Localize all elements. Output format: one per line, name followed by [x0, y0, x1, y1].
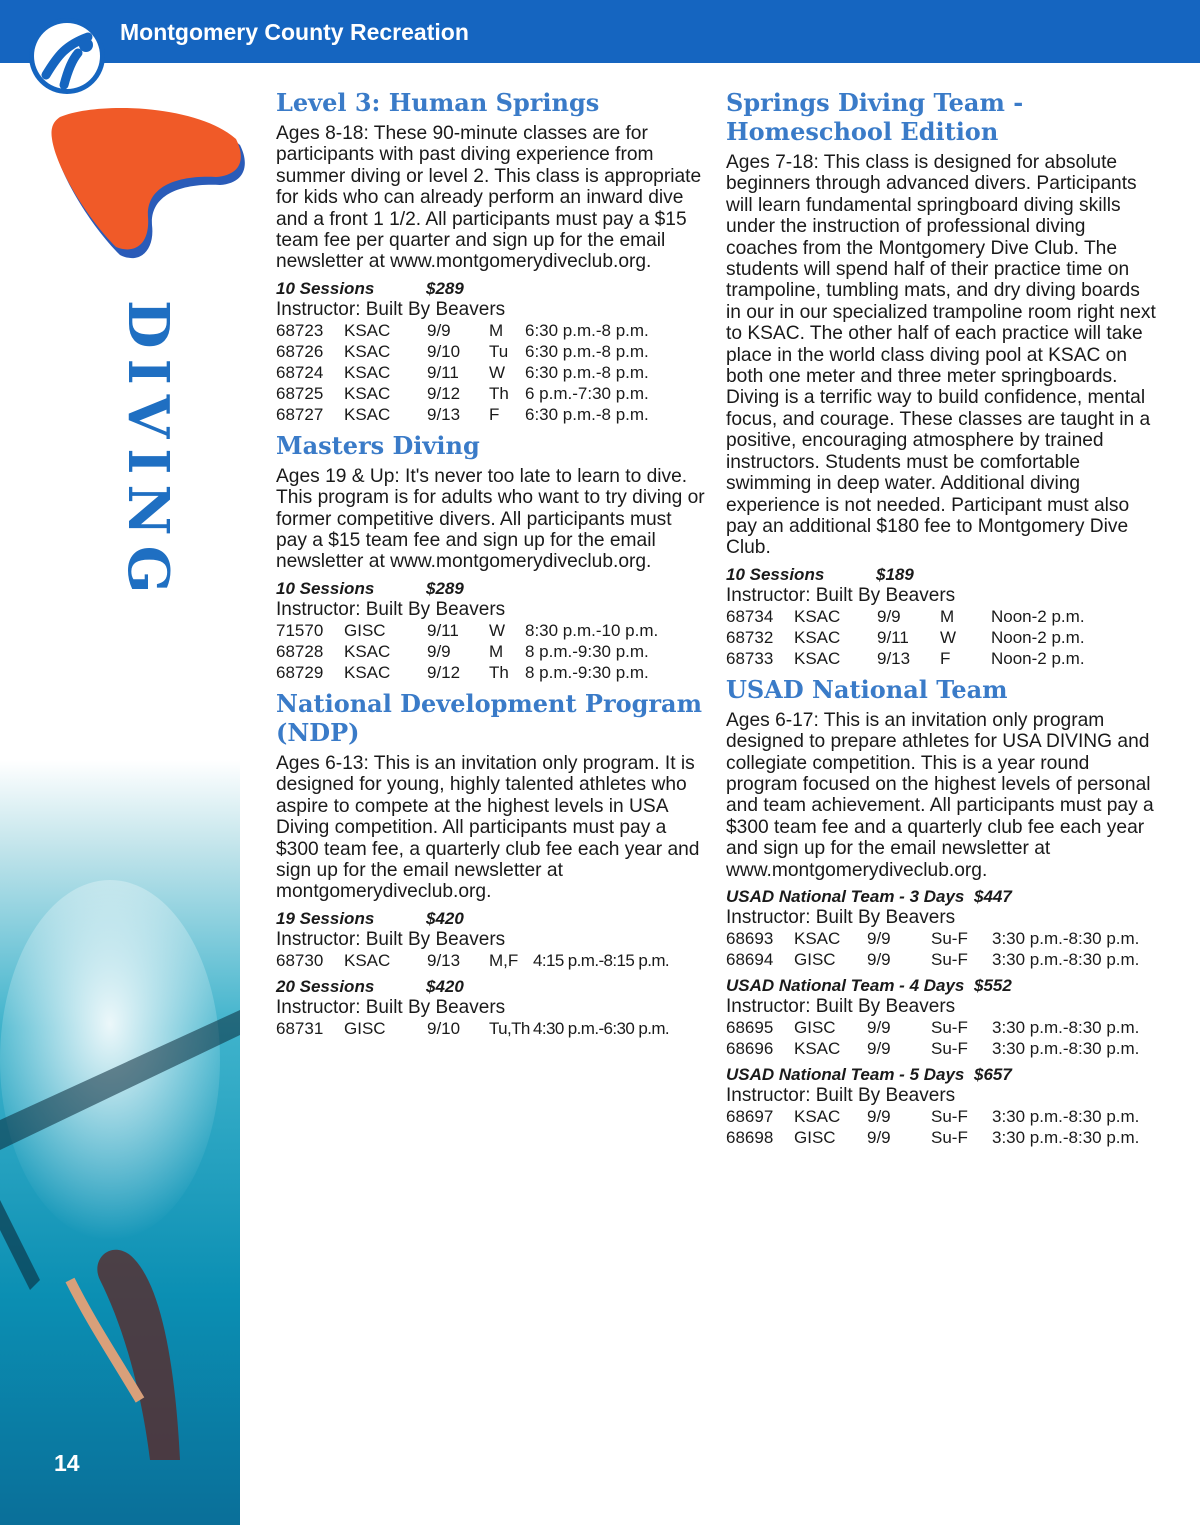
section-heading: Masters Diving [276, 430, 480, 460]
table-cell: 4:30 p.m.-6:30 p.m. [533, 1018, 670, 1038]
sessions-line [726, 564, 1156, 585]
table-cell: KSAC [344, 641, 391, 661]
brand-title: Montgomery County Recreation [120, 19, 469, 45]
table-cell: 68730 [276, 950, 324, 970]
table-cell: GISC [794, 1017, 836, 1037]
table-row [726, 1127, 1156, 1148]
instructor-line: Instructor: Built By Beavers [276, 928, 506, 950]
table-cell: 3:30 p.m.-8:30 p.m. [992, 1127, 1140, 1147]
schedule-table [276, 320, 706, 425]
table-cell: 9/11 [427, 620, 459, 640]
table-cell: Th [489, 662, 509, 682]
section-heading: USAD National Team [726, 674, 1008, 704]
table-cell: 68696 [726, 1038, 774, 1058]
table-row [276, 950, 706, 971]
table-cell: GISC [344, 1018, 386, 1038]
sessions-count: 10 Sessions [276, 578, 375, 598]
sessions-line [276, 908, 706, 929]
table-row [276, 620, 706, 641]
sessions-line [726, 1064, 1156, 1085]
table-cell: Noon-2 p.m. [991, 648, 1085, 668]
table-cell: 68733 [726, 648, 774, 668]
sessions-count: 20 Sessions [276, 976, 375, 996]
table-cell: 6:30 p.m.-8 p.m. [525, 320, 649, 340]
table-row [726, 606, 1156, 627]
table-cell: Noon-2 p.m. [991, 606, 1085, 626]
table-cell: 9/12 [427, 662, 461, 682]
table-cell: 6 p.m.-7:30 p.m. [525, 383, 649, 403]
header-bar [0, 0, 1200, 63]
table-cell: M [940, 606, 955, 626]
table-row [276, 383, 706, 404]
table-cell: 68724 [276, 362, 324, 382]
table-cell: 4:15 p.m.-8:15 p.m. [533, 950, 670, 970]
underwater-diver-photo [0, 760, 240, 1525]
sessions-count: 10 Sessions [726, 564, 825, 584]
table-cell: 8 p.m.-9:30 p.m. [525, 662, 649, 682]
sessions-price: $552 [974, 975, 1012, 995]
table-cell: 9/10 [427, 1018, 461, 1038]
table-cell: KSAC [794, 627, 841, 647]
table-row [726, 1106, 1156, 1127]
section-heading: Level 3: Human Springs [276, 88, 600, 117]
table-cell: M [489, 320, 504, 340]
table-cell: 3:30 p.m.-8:30 p.m. [992, 1038, 1140, 1058]
table-row [726, 928, 1156, 949]
table-row [276, 404, 706, 425]
table-cell: Su-F [931, 949, 968, 969]
table-cell: 68695 [726, 1017, 774, 1037]
instructor-line: Instructor: Built By Beavers [726, 584, 956, 606]
section-description: Ages 6-17: This is an invitation only program designed to prepare athletes for USA DIVING and collegiate competition. This is a year round program focused on the highest levels of personal and team achievement. All participants must pay a $300 team fee and a quarterly club fee each year and sign up for the email newsletter at www.montgomerydiveclub.org. [726, 709, 1154, 881]
table-cell: 68734 [726, 606, 774, 626]
table-cell: 9/10 [427, 341, 461, 361]
ndp-section [276, 689, 706, 1039]
table-cell: 9/11 [877, 627, 909, 647]
page-number: 14 [54, 1450, 80, 1476]
table-cell: Tu [489, 341, 509, 361]
table-cell: 8 p.m.-9:30 p.m. [525, 641, 649, 661]
table-cell: 9/9 [427, 641, 451, 661]
table-cell: KSAC [344, 404, 391, 424]
sessions-count: 19 Sessions [276, 908, 375, 928]
table-row [276, 362, 706, 383]
table-cell: W [489, 362, 506, 382]
table-cell: 3:30 p.m.-8:30 p.m. [992, 1017, 1140, 1037]
schedule-table [726, 606, 1156, 669]
schedule-table [726, 1017, 1156, 1059]
table-cell: 68693 [726, 928, 774, 948]
kickboard-icon [40, 105, 250, 265]
sessions-price: $447 [974, 886, 1012, 906]
table-cell: KSAC [344, 383, 391, 403]
table-cell: Noon-2 p.m. [991, 627, 1085, 647]
table-cell: 3:30 p.m.-8:30 p.m. [992, 1106, 1140, 1126]
section-description: Ages 7-18: This class is designed for absolute beginners through advanced divers. Participants will learn fundamental springboard diving skills under the instruction of professional diving coaches from the Montgomery Dive Club. The students will spend half of their practice time on trampoline, tumbling mats, and dry diving boards in our in our specialized trampoline room right next to KSAC. The other half of each practice will take place in the world class diving pool at KSAC on both one meter and three meter springboards. Diving is a terrific way to build confidence, mental focus, and courage. These classes are taught in a positive, encouraging atmosphere by trained instructors. Students must be comfortable swimming in deep water. Additional diving experience is not needed. Participant must also pay an additional $180 fee to Montgomery Dive Club. [726, 152, 1156, 559]
table-cell: M [489, 641, 504, 661]
schedule-table [276, 620, 706, 683]
table-cell: KSAC [344, 320, 391, 340]
table-cell: KSAC [794, 606, 841, 626]
sessions-price: $289 [426, 578, 464, 598]
table-cell: 68723 [276, 320, 324, 340]
table-cell: 6:30 p.m.-8 p.m. [525, 404, 649, 424]
table-cell: F [489, 404, 500, 424]
table-cell: 9/9 [867, 928, 891, 948]
sessions-price: $420 [426, 976, 464, 996]
recreation-logo-icon [28, 15, 106, 97]
instructor-line: Instructor: Built By Beavers [726, 906, 956, 928]
table-cell: 9/13 [427, 404, 461, 424]
table-cell: 68697 [726, 1106, 774, 1126]
table-cell: 3:30 p.m.-8:30 p.m. [992, 949, 1140, 969]
table-cell: W [940, 627, 957, 647]
table-cell: GISC [794, 1127, 836, 1147]
sessions-count: USAD National Team - 4 Days [726, 975, 965, 995]
sessions-count: USAD National Team - 3 Days [726, 886, 965, 906]
table-cell: 68698 [726, 1127, 774, 1147]
table-cell: 71570 [276, 620, 324, 640]
table-row [276, 320, 706, 341]
table-cell: Th [489, 383, 509, 403]
table-cell: 9/13 [877, 648, 911, 668]
table-cell: 9/9 [867, 1106, 891, 1126]
table-cell: KSAC [344, 362, 391, 382]
sessions-count: 10 Sessions [276, 278, 375, 298]
section-description: Ages 19 & Up: It's never too late to learn to dive. This program is for adults who want to try diving or former competitive divers. All participants must pay a $15 team fee and sign up for the email newsletter at www.montgomerydiveclub.org. [276, 465, 705, 573]
table-cell: KSAC [794, 928, 841, 948]
table-cell: 68727 [276, 404, 324, 424]
table-row [726, 648, 1156, 669]
table-cell: 68732 [726, 627, 774, 647]
left-column [276, 88, 706, 1045]
table-cell: KSAC [344, 662, 391, 682]
table-row [726, 627, 1156, 648]
table-cell: 9/9 [877, 606, 901, 626]
table-row [726, 949, 1156, 970]
table-cell: Su-F [931, 1127, 968, 1147]
table-cell: M,F [489, 950, 519, 970]
diving-title: DIVING [115, 300, 181, 604]
table-cell: GISC [794, 949, 836, 969]
section-heading: Springs Diving Team - Homeschool Edition [726, 88, 1024, 146]
section-heading: National Development Program (NDP) [276, 688, 702, 747]
section-description: Ages 8-18: These 90-minute classes are for participants with past diving experience from summer diving or level 2. This class is appropriate for kids who can already perform an inward dive and a front 1 1/2. All participants must pay a $15 team fee per quarter and sign up for the email newsletter at www.montgomerydiveclub.org. [276, 123, 702, 273]
sessions-line [276, 578, 706, 599]
table-cell: 9/9 [427, 320, 451, 340]
table-cell: 9/9 [867, 1127, 891, 1147]
table-cell: KSAC [794, 1038, 841, 1058]
usad-section [726, 675, 1156, 1148]
table-row [726, 1017, 1156, 1038]
sessions-count: USAD National Team - 5 Days [726, 1064, 965, 1084]
table-cell: 68726 [276, 341, 324, 361]
section-title-vertical [115, 300, 181, 604]
sessions-line [276, 278, 706, 299]
table-cell: 68728 [276, 641, 324, 661]
table-cell: 9/9 [867, 1017, 891, 1037]
table-cell: 68731 [276, 1018, 324, 1038]
table-cell: 9/9 [867, 1038, 891, 1058]
table-cell: 68729 [276, 662, 324, 682]
schedule-table [726, 928, 1156, 970]
table-cell: 9/9 [867, 949, 891, 969]
schedule-table [726, 1106, 1156, 1148]
table-cell: W [489, 620, 506, 640]
table-cell: KSAC [794, 648, 841, 668]
table-cell: 9/11 [427, 362, 459, 382]
sessions-price: $420 [426, 908, 464, 928]
table-cell: KSAC [794, 1106, 841, 1126]
table-row [276, 1018, 706, 1039]
table-row [276, 662, 706, 683]
table-cell: Tu,Th [489, 1018, 530, 1038]
table-cell: GISC [344, 620, 386, 640]
instructor-line: Instructor: Built By Beavers [726, 995, 956, 1017]
instructor-line: Instructor: Built By Beavers [276, 298, 506, 320]
masters-section [276, 431, 706, 683]
table-cell: 9/12 [427, 383, 461, 403]
table-cell: 68725 [276, 383, 324, 403]
sessions-price: $189 [876, 564, 914, 584]
table-row [726, 1038, 1156, 1059]
table-cell: Su-F [931, 1106, 968, 1126]
table-row [276, 641, 706, 662]
sessions-line [726, 975, 1156, 996]
table-cell: 9/13 [427, 950, 461, 970]
table-cell: Su-F [931, 1017, 968, 1037]
table-cell: 6:30 p.m.-8 p.m. [525, 341, 649, 361]
sessions-line [276, 976, 706, 997]
sessions-price: $657 [974, 1064, 1012, 1084]
table-cell: 68694 [726, 949, 774, 969]
table-cell: Su-F [931, 1038, 968, 1058]
table-cell: 3:30 p.m.-8:30 p.m. [992, 928, 1140, 948]
sessions-line [726, 886, 1156, 907]
table-row [276, 341, 706, 362]
right-column [726, 88, 1156, 1154]
table-cell: KSAC [344, 950, 391, 970]
table-cell: Su-F [931, 928, 968, 948]
table-cell: 6:30 p.m.-8 p.m. [525, 362, 649, 382]
springs-homeschool-section [726, 88, 1156, 669]
sessions-price: $289 [426, 278, 464, 298]
level3-section [276, 88, 706, 425]
table-cell: KSAC [344, 341, 391, 361]
table-cell: 8:30 p.m.-10 p.m. [525, 620, 659, 640]
instructor-line: Instructor: Built By Beavers [276, 598, 506, 620]
table-cell: F [940, 648, 951, 668]
section-description: Ages 6-13: This is an invitation only program. It is designed for young, highly talented athletes who aspire to compete at the highest levels in USA Diving competition. All participants must pay a $300 team fee, a quarterly club fee each year and sign up for the email newsletter at montgomerydiveclub.org. [276, 752, 700, 903]
instructor-line: Instructor: Built By Beavers [276, 996, 506, 1018]
instructor-line: Instructor: Built By Beavers [726, 1084, 956, 1106]
